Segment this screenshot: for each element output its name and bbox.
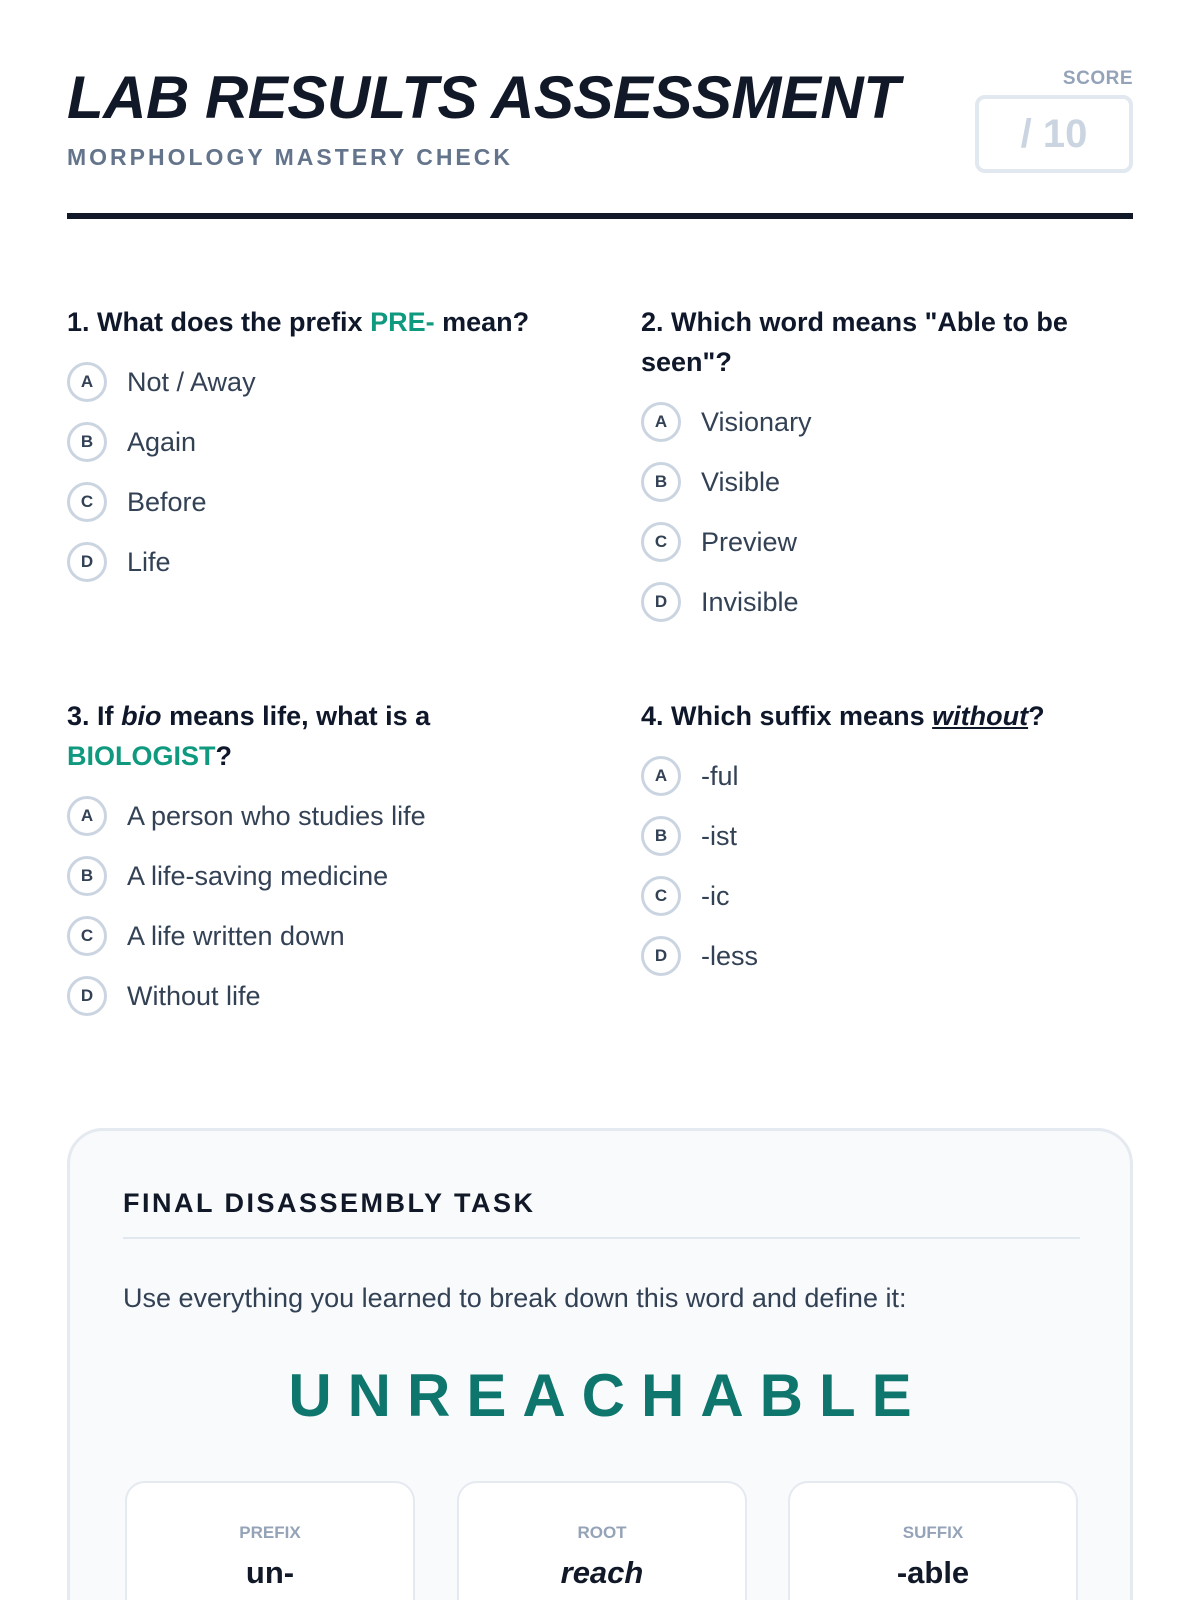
final-task-divider xyxy=(123,1237,1080,1239)
option-text: A life-saving medicine xyxy=(127,860,389,891)
option-badge: B xyxy=(67,422,107,462)
score-label: SCORE xyxy=(1062,68,1133,89)
option-a[interactable] xyxy=(641,746,1131,806)
option-badge: C xyxy=(641,876,681,916)
option-c[interactable] xyxy=(641,866,1131,926)
final-task-card xyxy=(67,1128,1133,1600)
option-badge: A xyxy=(641,402,681,442)
option-text: Without life xyxy=(127,980,261,1011)
option-text: -ful xyxy=(701,760,739,791)
option-b[interactable] xyxy=(641,806,1131,866)
option-d[interactable] xyxy=(641,572,1131,632)
option-text: Life xyxy=(127,546,171,577)
score-value: / 10 xyxy=(1020,111,1088,156)
question-text: 3. If bio means life, what is a BIOLOGIST? xyxy=(67,701,431,771)
option-text: Visionary xyxy=(701,406,812,437)
option-c[interactable] xyxy=(641,512,1131,572)
score-box[interactable] xyxy=(975,95,1133,173)
page-subtitle: MORPHOLOGY MASTERY CHECK xyxy=(67,144,513,170)
option-text: -ist xyxy=(701,820,737,851)
options-list xyxy=(67,786,557,1026)
option-text: Before xyxy=(127,486,207,517)
question-4 xyxy=(641,696,1131,986)
question-1 xyxy=(67,302,557,592)
option-badge: D xyxy=(67,542,107,582)
option-text: Invisible xyxy=(701,586,799,617)
question-2 xyxy=(641,302,1131,632)
options-list xyxy=(641,392,1131,632)
option-a[interactable] xyxy=(67,786,557,846)
final-task-title: FINAL DISASSEMBLY TASK xyxy=(123,1188,536,1218)
options-list xyxy=(641,746,1131,986)
suffix-card[interactable] xyxy=(788,1481,1078,1600)
part-label: PREFIX xyxy=(239,1523,301,1542)
part-value: -able xyxy=(896,1555,970,1590)
option-badge: A xyxy=(67,796,107,836)
part-label: ROOT xyxy=(577,1523,627,1542)
option-badge: A xyxy=(67,362,107,402)
option-text: A person who studies life xyxy=(127,800,426,831)
part-value: un- xyxy=(245,1555,295,1590)
option-badge: B xyxy=(67,856,107,896)
option-b[interactable] xyxy=(67,412,557,472)
option-badge: A xyxy=(641,756,681,796)
option-text: Preview xyxy=(701,526,798,557)
option-text: A life written down xyxy=(127,920,345,951)
option-c[interactable] xyxy=(67,472,557,532)
final-task-instruction: Use everything you learned to break down this word and define it: xyxy=(123,1283,907,1313)
option-d[interactable] xyxy=(67,532,557,592)
option-c[interactable] xyxy=(67,906,557,966)
option-b[interactable] xyxy=(67,846,557,906)
part-label: SUFFIX xyxy=(902,1523,964,1542)
header-divider xyxy=(67,213,1133,219)
option-badge: D xyxy=(67,976,107,1016)
question-3 xyxy=(67,696,557,1026)
option-d[interactable] xyxy=(641,926,1131,986)
option-badge: B xyxy=(641,816,681,856)
option-text: Again xyxy=(127,426,197,457)
option-text: -less xyxy=(701,940,759,971)
option-text: -ic xyxy=(701,880,730,911)
option-badge: D xyxy=(641,582,681,622)
question-text: 4. Which suffix means without? xyxy=(641,701,1045,731)
question-text: 1. What does the prefix PRE- mean? xyxy=(67,307,530,337)
part-value: reach xyxy=(560,1555,644,1590)
target-word: UNREACHABLE xyxy=(288,1362,928,1429)
option-badge: D xyxy=(641,936,681,976)
option-badge: C xyxy=(67,482,107,522)
option-badge: B xyxy=(641,462,681,502)
option-text: Not / Away xyxy=(127,366,256,397)
options-list xyxy=(67,352,557,592)
page-title: LAB RESULTS ASSESSMENT xyxy=(67,64,900,131)
option-b[interactable] xyxy=(641,452,1131,512)
question-text: 2. Which word means "Able to be seen"? xyxy=(641,307,1068,377)
option-badge: C xyxy=(67,916,107,956)
prefix-card[interactable] xyxy=(125,1481,415,1600)
option-a[interactable] xyxy=(67,352,557,412)
root-card[interactable] xyxy=(457,1481,747,1600)
option-badge: C xyxy=(641,522,681,562)
header xyxy=(67,62,1133,222)
option-text: Visible xyxy=(701,466,781,497)
option-d[interactable] xyxy=(67,966,557,1026)
option-a[interactable] xyxy=(641,392,1131,452)
